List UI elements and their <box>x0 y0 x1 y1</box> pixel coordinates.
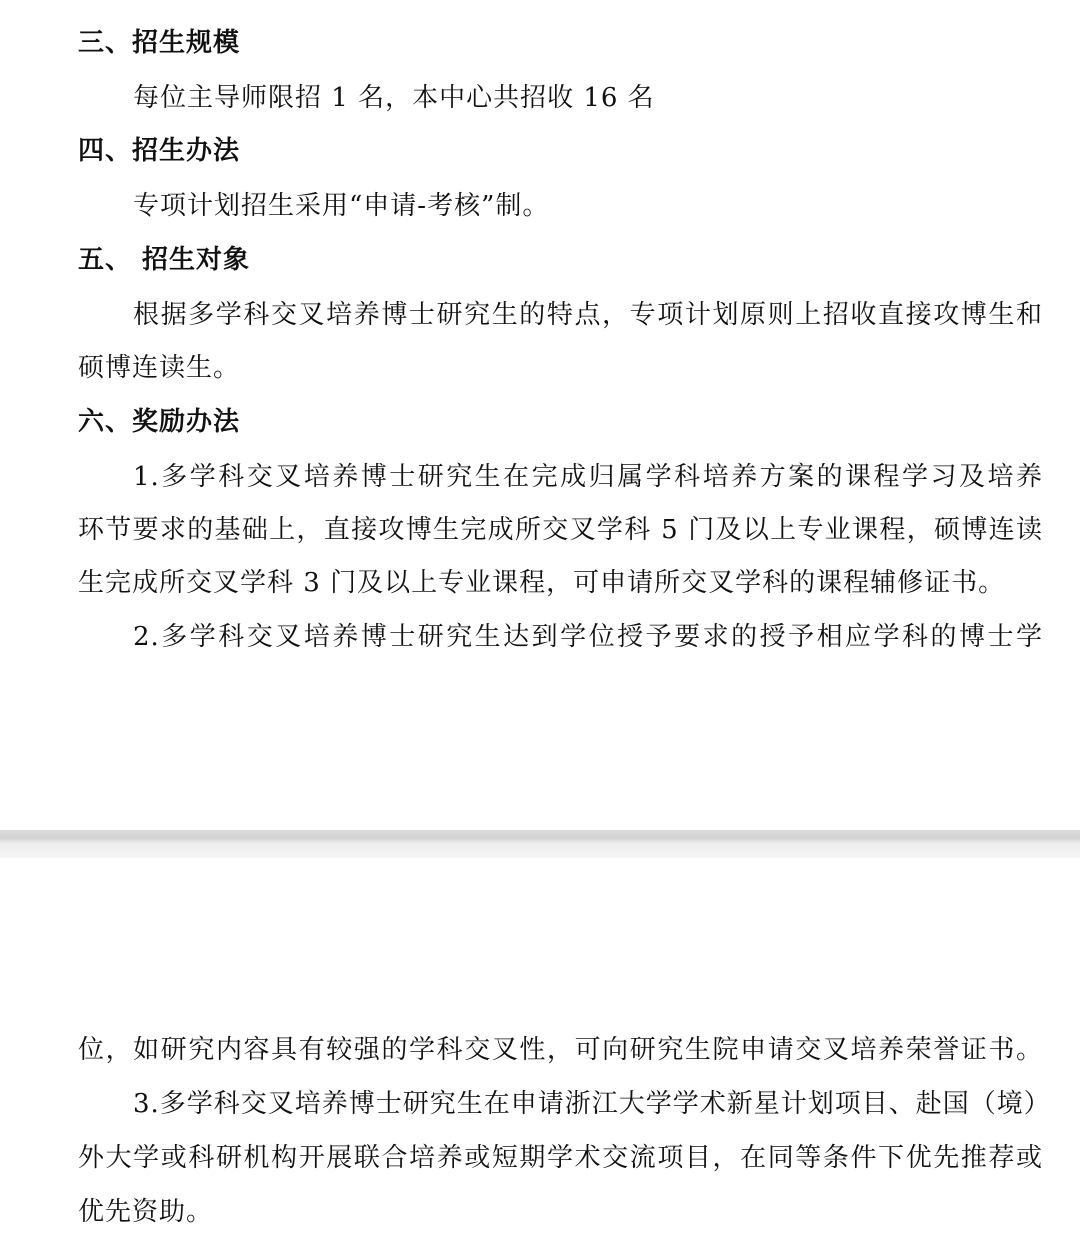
paragraph-scale: 每位主导师限招 1 名，本中心共招收 16 名 <box>133 83 655 113</box>
page-separator <box>0 830 1080 858</box>
paragraph-target-line-2: 硕博连读生。 <box>78 353 241 383</box>
section-heading-scale: 三、招生规模 <box>78 28 241 58</box>
section-heading-method: 四、招生办法 <box>78 136 241 166</box>
reward-item-3-line-1: 3.多学科交叉培养博士研究生在申请浙江大学学术新星计划项目、赴国（境） <box>133 1089 1051 1119</box>
section-heading-target: 五、 招生对象 <box>78 245 251 275</box>
paragraph-method: 专项计划招生采用“申请-考核”制。 <box>133 191 550 221</box>
reward-item-1-line-2: 环节要求的基础上，直接攻博生完成所交叉学科 5 门及以上专业课程，硕博连读 <box>78 515 1043 545</box>
document-page-2 <box>0 858 1080 1245</box>
reward-item-2-line-1: 2.多学科交叉培养博士研究生达到学位授予要求的授予相应学科的博士学 <box>133 622 1043 652</box>
reward-item-3-line-2: 外大学或科研机构开展联合培养或短期学术交流项目，在同等条件下优先推荐或 <box>78 1143 1043 1173</box>
reward-item-1-line-1: 1.多学科交叉培养博士研究生在完成归属学科培养方案的课程学习及培养 <box>133 462 1043 492</box>
paragraph-target-line-1: 根据多学科交叉培养博士研究生的特点，专项计划原则上招收直接攻博生和 <box>133 300 1043 330</box>
reward-item-3-line-3: 优先资助。 <box>78 1197 214 1227</box>
reward-item-2-line-2: 位，如研究内容具有较强的学科交叉性，可向研究生院申请交叉培养荣誉证书。 <box>78 1035 1043 1065</box>
reward-item-1-line-3: 生完成所交叉学科 3 门及以上专业课程，可申请所交叉学科的课程辅修证书。 <box>78 568 1006 598</box>
section-heading-reward: 六、奖励办法 <box>78 407 241 437</box>
